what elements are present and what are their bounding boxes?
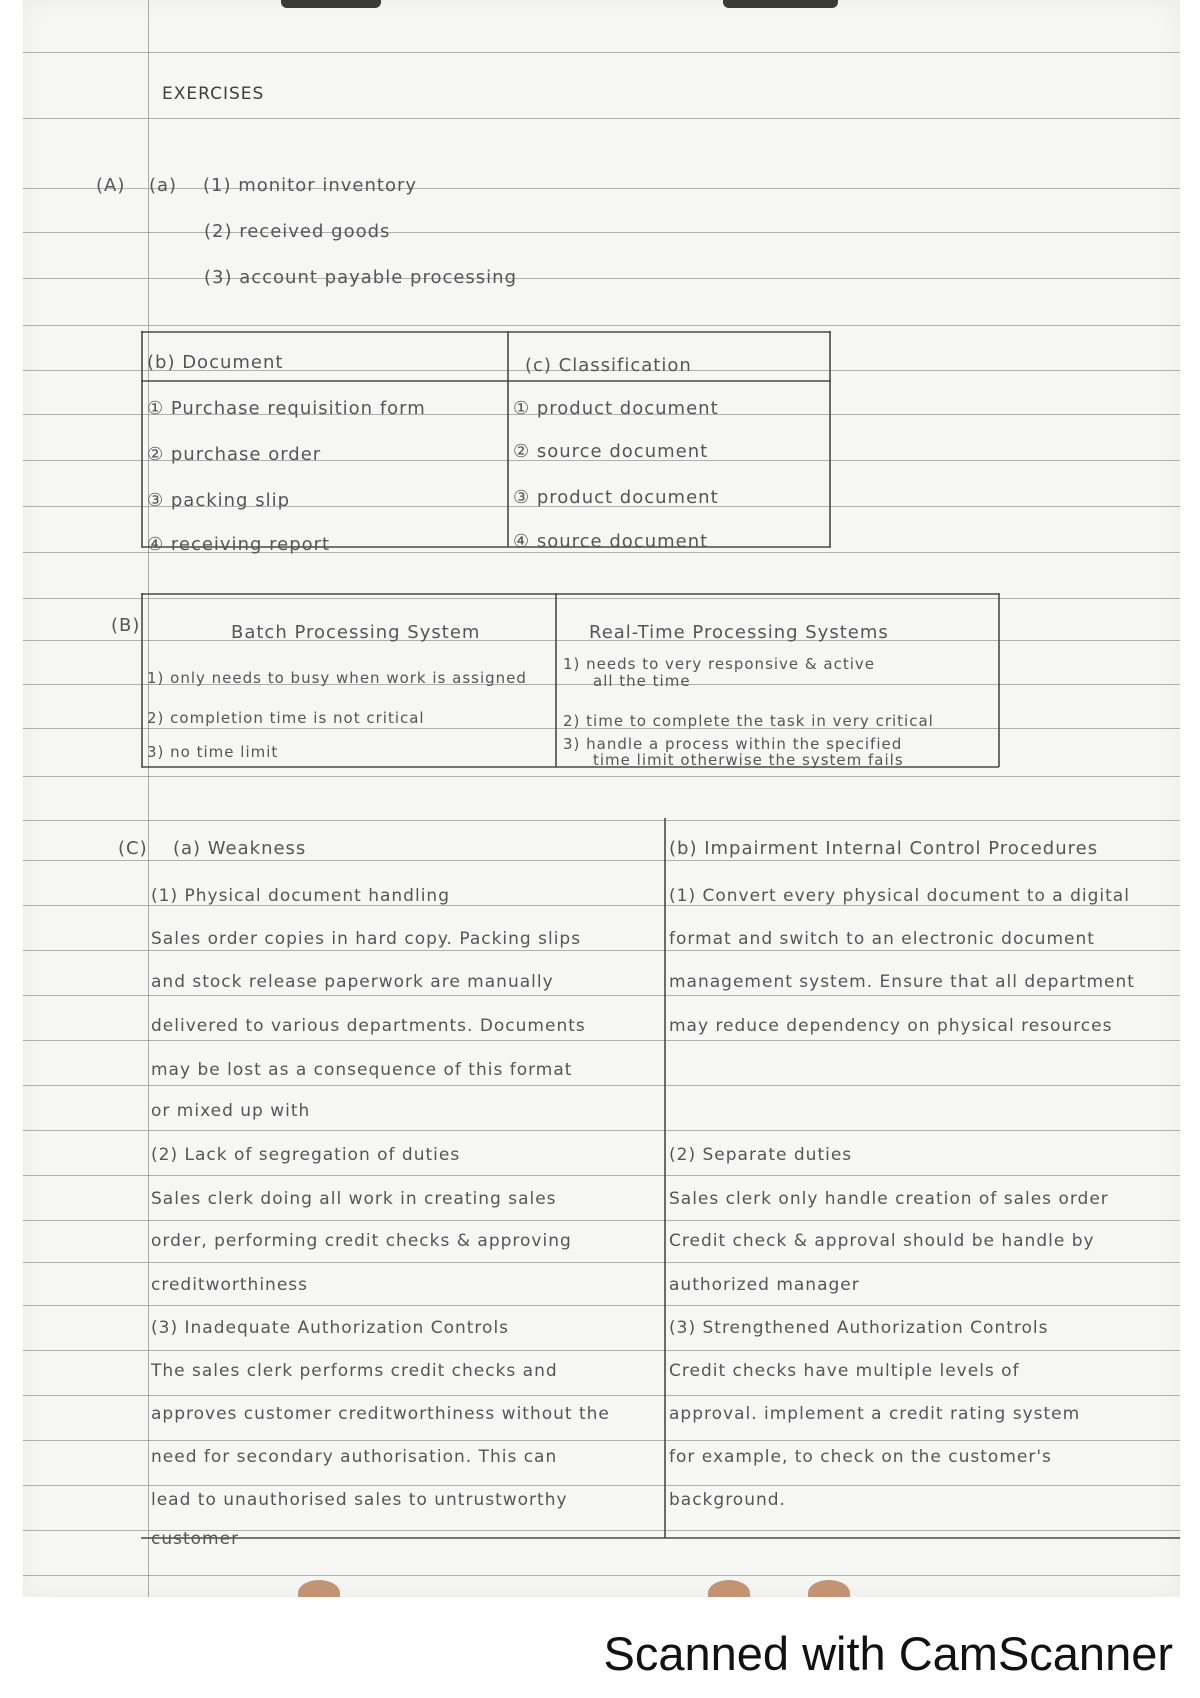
impairment-header: (b) Impairment Internal Control Procedures [669,838,1099,859]
section-c-bottom-line [141,1537,1180,1539]
ruled-line [23,118,1180,119]
weakness-line: customer [151,1529,240,1549]
binder-tab-right [723,0,838,8]
table-cell-document: ② purchase order [147,444,322,465]
weakness-header: (a) Weakness [173,838,307,859]
weakness-line: lead to unauthorised sales to untrustworthy [151,1490,568,1510]
scanner-finger [708,1580,750,1597]
table-cell-document: ③ packing slip [147,490,290,511]
ruled-line [23,1220,1180,1221]
weakness-line: (2) Lack of segregation of duties [151,1145,461,1165]
ruled-line [23,1130,1180,1131]
notebook-page [23,0,1180,1597]
ruled-line [23,776,1180,777]
impairment-line: (3) Strengthened Authorization Controls [669,1318,1049,1338]
table-cell-classification: ① product document [513,398,719,419]
ruled-line [23,598,1180,599]
table-cell-document: ④ receiving report [147,534,331,555]
list-item: (2) received goods [204,221,391,242]
scanner-finger [298,1580,340,1597]
scanner-finger [808,1580,850,1597]
ruled-line [23,232,1180,233]
impairment-line: Credit checks have multiple levels of [669,1361,1020,1381]
ruled-line [23,950,1180,951]
table-cell-classification: ④ source document [513,531,709,552]
weakness-line: Sales order copies in hard copy. Packing slips [151,929,582,949]
margin-line [148,0,149,1597]
weakness-line: creditworthiness [151,1275,309,1295]
table-cell-document: ① Purchase requisition form [147,398,426,419]
impairment-line: approval. implement a credit rating system [669,1404,1081,1424]
realtime-item: all the time [593,672,691,690]
weakness-line: may be lost as a consequence of this format [151,1060,573,1080]
batch-item: 2) completion time is not critical [147,709,425,727]
weakness-line: need for secondary authorisation. This can [151,1447,558,1467]
table-cell-classification: ② source document [513,441,709,462]
impairment-line: management system. Ensure that all department [669,972,1135,992]
ruled-line [23,1262,1180,1263]
ruled-line [23,1305,1180,1306]
camscanner-watermark: Scanned with CamScanner [603,1627,1173,1680]
table-header-realtime: Real-Time Processing Systems [589,622,889,643]
impairment-line: Credit check & approval should be handle by [669,1231,1095,1251]
ruled-line [23,1575,1180,1576]
ruled-line [23,1175,1180,1176]
batch-item: 1) only needs to busy when work is assigned [147,669,527,687]
weakness-line: or mixed up with [151,1101,311,1121]
weakness-line: and stock release paperwork are manually [151,972,554,992]
ruled-line [23,52,1180,53]
weakness-line: Sales clerk doing all work in creating sales [151,1189,557,1209]
realtime-item: 2) time to complete the task in very critical [563,712,934,730]
realtime-item: 3) handle a process within the specified [563,735,903,753]
ruled-line [23,278,1180,279]
impairment-line: background. [669,1490,786,1510]
impairment-line: may reduce dependency on physical resources [669,1016,1113,1036]
ruled-line [23,995,1180,996]
weakness-line: (3) Inadequate Authorization Controls [151,1318,510,1338]
ruled-line [23,325,1180,326]
ruled-line [23,860,1180,861]
section-a-label: (A) [96,175,126,196]
weakness-line: approves customer creditworthiness without the [151,1404,610,1424]
table-header-classification: (c) Classification [525,355,692,376]
weakness-line: (1) Physical document handling [151,886,450,906]
impairment-line: Sales clerk only handle creation of sales order [669,1189,1109,1209]
weakness-line: The sales clerk performs credit checks and [151,1361,558,1381]
impairment-line: (1) Convert every physical document to a digital [669,886,1130,906]
section-c-label: (C) [118,838,148,859]
ruled-line [23,1485,1180,1486]
impairment-line: for example, to check on the customer's [669,1447,1052,1467]
ruled-line [23,1440,1180,1441]
impairment-line: authorized manager [669,1275,860,1295]
impairment-line: format and switch to an electronic document [669,929,1095,949]
ruled-line [23,188,1180,189]
part-a-label: (a) [149,175,178,196]
binder-tab-left [281,0,381,8]
section-b-label: (B) [111,615,141,636]
ruled-line [23,1395,1180,1396]
table-header-batch: Batch Processing System [231,622,481,643]
realtime-item: 1) needs to very responsive & active [563,655,875,673]
list-item: (3) account payable processing [204,267,518,288]
batch-item: 3) no time limit [147,743,279,761]
weakness-column-divider [664,818,666,1538]
ruled-line [23,1350,1180,1351]
realtime-item: time limit otherwise the system fails [593,751,904,769]
ruled-line [23,1085,1180,1086]
weakness-line: order, performing credit checks & approving [151,1231,572,1251]
impairment-line: (2) Separate duties [669,1145,853,1165]
ruled-line [23,1040,1180,1041]
table-header-document: (b) Document [147,352,284,373]
page-header: EXERCISES [162,84,265,104]
weakness-line: delivered to various departments. Documents [151,1016,586,1036]
table-cell-classification: ③ product document [513,487,719,508]
ruled-line [23,820,1180,821]
list-item: (1) monitor inventory [203,175,418,196]
